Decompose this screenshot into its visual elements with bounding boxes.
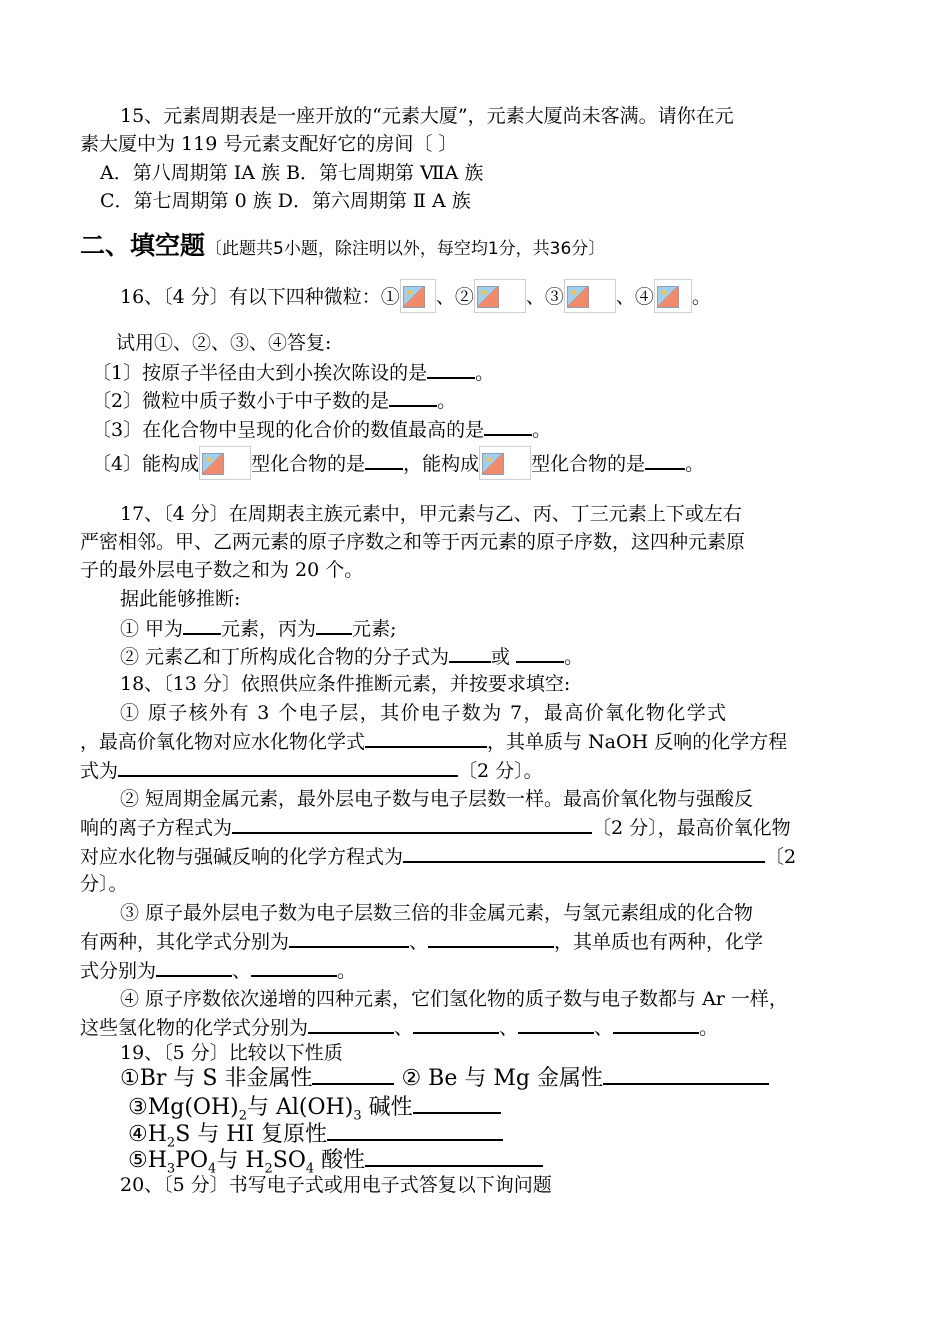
q18-b-line2 (80, 814, 791, 841)
answer-blank[interactable] (289, 928, 409, 948)
q18-text: 、 (232, 960, 252, 982)
particle-4-image (654, 279, 692, 313)
answer-blank[interactable] (365, 1147, 543, 1167)
q19-text: ⑤H (128, 1148, 167, 1173)
answer-blank[interactable] (613, 1014, 699, 1034)
q18-text: 式为 (80, 760, 119, 782)
q16-sep: 、④ (615, 286, 654, 308)
q18-d-line1: ④ 原子序数依次递增的四种元素，它们氢化物的质子数与电子数都与 Ar 一样， (120, 988, 788, 1010)
q15-options-ab: A．第八周期第 IA 族 B．第七周期第 ⅦA 族 (100, 162, 484, 184)
q18-text: 、 (409, 931, 429, 953)
subscript: 2 (238, 1108, 248, 1124)
q19-text: 碱性 (361, 1095, 413, 1120)
q18-a-line1: ① 原子核外有 3 个电子层，其价电子数为 7，最高价氧化物化学式 (120, 702, 728, 724)
q18-text: 响的离子方程式为 (80, 817, 233, 839)
q16-intro-line (120, 279, 711, 315)
q15-options-cd: C．第七周期第 0 族 D．第六周期第 Ⅱ A 族 (100, 190, 471, 212)
q18-text: ，其单质也有两种，化学 (554, 931, 764, 953)
q18-c-line2 (80, 928, 763, 955)
q19-text: S 与 HI 复原性 (175, 1122, 328, 1147)
q18-c-line3 (80, 957, 356, 984)
q20-title: 20、〔5 分〕书写电子式或用电子式答复以下询问题 (120, 1174, 552, 1196)
subscript: 3 (353, 1108, 362, 1124)
q16-end: 。 (691, 286, 711, 308)
q17-text: ② 元素乙和丁所构成化合物的分子式为 (120, 646, 450, 668)
answer-blank[interactable] (308, 1014, 394, 1034)
answer-blank[interactable] (389, 387, 437, 407)
q18-a-line3 (80, 757, 543, 784)
section-heading (80, 229, 605, 266)
particle-3-image (564, 279, 616, 313)
q16-part3-text: 〔3〕在化合物中呈现的化合价的数值最高的是 (92, 419, 485, 441)
answer-blank[interactable] (403, 843, 765, 863)
punct: 。 (532, 419, 552, 441)
q19-text: ③Mg(OH) (128, 1095, 239, 1120)
q15-line2: 素大厦中为 119 号元素支配好它的房间〔 〕 (80, 133, 458, 155)
punct: 。 (475, 362, 495, 384)
answer-blank[interactable] (118, 757, 458, 777)
q18-text: 这些氢化物的化学式分别为 (80, 1017, 309, 1039)
q19-text: 酸性 (314, 1148, 366, 1173)
answer-blank[interactable] (413, 1094, 501, 1114)
q16-part4-text: 〔4〕能构成 (92, 453, 200, 475)
q16-part1 (92, 359, 494, 386)
q18-b-line3 (80, 843, 796, 870)
q17-line2: 严密相邻。甲、乙两元素的原子序数之和等于丙元素的原子序数，这四种元素原 (80, 531, 746, 553)
answer-blank[interactable] (232, 814, 592, 834)
q19-text: 与 H (216, 1148, 265, 1173)
section-note: 〔此题共5小题，除注明以外，每空均1分，共36分〕 (205, 239, 606, 259)
q16-part2 (92, 387, 456, 414)
q17-text: 元素，丙为 (221, 618, 317, 640)
answer-blank[interactable] (427, 359, 475, 379)
q16-part4-text: 型化合物的是 (251, 453, 366, 475)
answer-blank[interactable] (365, 728, 487, 748)
answer-blank[interactable] (516, 643, 564, 663)
q18-text: 式分别为 (80, 960, 157, 982)
q18-b-line1: ② 短周期金属元素，最外层电子数与电子层数一样。最高价氧化物与强酸反 (120, 788, 754, 810)
q18-text: 对应水化物与强碱反响的化学方程式为 (80, 846, 404, 868)
answer-blank[interactable] (413, 1014, 499, 1034)
q19-text: PO (175, 1148, 209, 1173)
q18-text: 〔2 分〕，最高价氧化物 (592, 817, 791, 839)
punct: 、 (394, 1017, 414, 1039)
answer-blank[interactable] (428, 928, 554, 948)
q19-title: 19、〔5 分〕比较以下性质 (120, 1042, 343, 1064)
q17-text: 或 (491, 646, 517, 668)
q19-text: 与 Al(OH) (247, 1095, 354, 1120)
subscript: 4 (305, 1161, 315, 1177)
answer-blank[interactable] (645, 450, 685, 470)
subscript: 4 (208, 1161, 217, 1177)
q17-text: 。 (564, 646, 584, 668)
punct: 。 (699, 1017, 719, 1039)
q16-part4 (92, 446, 704, 482)
q18-text: 有两种，其化学式分别为 (80, 931, 290, 953)
q18-text: 。 (337, 960, 357, 982)
q16-sep: 、② (435, 286, 474, 308)
answer-blank[interactable] (449, 643, 491, 663)
particle-1-image (400, 279, 436, 313)
compound-type-image (479, 446, 531, 480)
q18-text: ，其单质与 NaOH 反响的化学方程 (487, 731, 788, 753)
answer-blank[interactable] (518, 1014, 594, 1034)
q17-text: ① 甲为 (120, 618, 184, 640)
answer-blank[interactable] (365, 450, 403, 470)
subscript: 2 (264, 1161, 273, 1177)
q17-infer: 据此能够推断: (120, 588, 241, 610)
q17-line1: 17、〔4 分〕在周期表主族元素中，甲元素与乙、丙、丁三元素上下或左右 (120, 503, 742, 525)
answer-blank[interactable] (156, 957, 232, 977)
q16-part4-text: 型化合物的是 (531, 453, 646, 475)
punct: 。 (437, 390, 457, 412)
q16-part2-text: 〔2〕微粒中质子数小于中子数的是 (92, 390, 390, 412)
q19-text: ② Be 与 Mg 金属性 (394, 1066, 603, 1091)
q18-text: ，最高价氧化物对应水化物化学式 (80, 731, 366, 753)
q17-line3: 子的最外层电子数之和为 20 个。 (80, 559, 364, 581)
punct: 、 (499, 1017, 519, 1039)
answer-blank[interactable] (316, 615, 352, 635)
particle-2-image (474, 279, 526, 313)
q16-intro: 16、〔4 分〕有以下四种微粒：① (120, 286, 400, 308)
answer-blank[interactable] (251, 957, 337, 977)
q15-line1: 15、元素周期表是一座开放的“元素大厦”，元素大厦尚未客满。请你在元 (120, 105, 734, 127)
compound-type-image (199, 446, 251, 480)
q18-c-line1: ③ 原子最外层电子数为电子层数三倍的非金属元素，与氢元素组成的化合物 (120, 902, 754, 924)
q17-statement2 (120, 643, 583, 670)
q16-part1-text: 〔1〕按原子半径由大到小挨次陈设的是 (92, 362, 428, 384)
q17-statement1 (120, 615, 396, 642)
q18-b-line4: 分〕。 (80, 873, 128, 895)
q19-text: ①Br 与 S 非金属性 (120, 1066, 313, 1091)
answer-blank[interactable] (183, 615, 221, 635)
section-title: 二、填空题 (80, 231, 206, 260)
q16-sep: 、③ (525, 286, 564, 308)
subscript: 3 (166, 1161, 176, 1177)
q18-text: 〔2 (765, 846, 797, 868)
q16-answer-hint: 试用①、②、③、④答复: (116, 332, 332, 354)
q19-row1 (120, 1064, 769, 1094)
q18-text: 〔2 分〕。 (458, 760, 543, 782)
answer-blank[interactable] (312, 1065, 394, 1085)
punct: 。 (685, 453, 705, 475)
subscript: 2 (166, 1135, 176, 1151)
q18-d-line2 (80, 1014, 718, 1041)
q16-part4-text: ，能构成 (403, 453, 480, 475)
q18-title: 18、〔13 分〕依照供应条件推断元素，并按要求填空: (120, 673, 571, 695)
q16-part3 (92, 416, 551, 443)
answer-blank[interactable] (327, 1121, 503, 1141)
q17-text: 元素; (352, 618, 397, 640)
q19-text: SO (272, 1148, 306, 1173)
q18-a-line2 (80, 728, 787, 755)
answer-blank[interactable] (484, 416, 532, 436)
punct: 、 (594, 1017, 614, 1039)
q19-text: ④H (128, 1122, 167, 1147)
answer-blank[interactable] (603, 1065, 769, 1085)
